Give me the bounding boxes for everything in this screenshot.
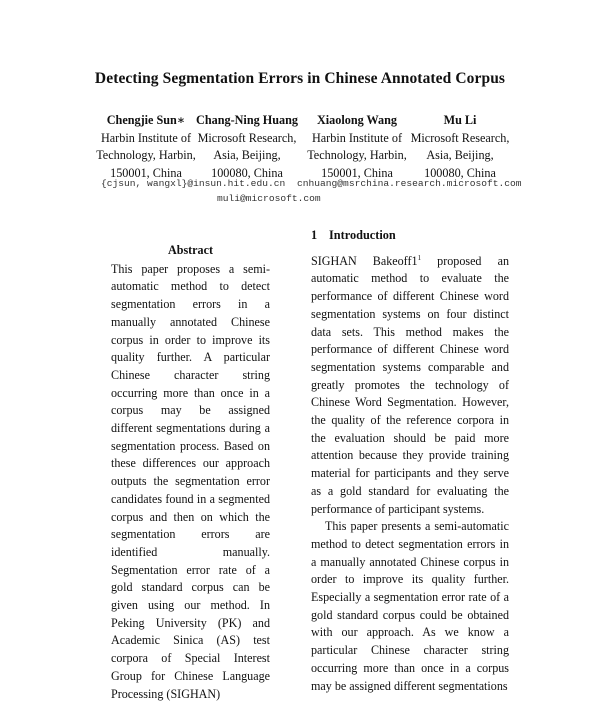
author-affiliation-line: 150001, China <box>110 165 182 180</box>
author-name: Chengjie Sun∗ <box>106 113 186 127</box>
author-name: Chang-Ning Huang <box>196 113 298 127</box>
intro-paragraph-1: SIGHAN $Bakeoff1^1$ proposed an automatic method to evaluate the performance of different Chinese word segmentation systems on four distinct data sets. This method makes the performance of different Chinese word segmentation systems comparable and greatly promotes the technology of Chinese Word Segmentation. However, the quality of the reference corpora in the evaluation should be paid more attention because they provide training material for participants and they serve as a gold standard for evaluating the performance of participant systems. <box>311 253 509 516</box>
intro-paragraph-2: This paper presents a semi-automatic method to detect segmentation errors in a manually annotated Chinese corpus in order to improve its quality further. Especially a segmentation error rate of a gold standard corpus could be obtained with our approach. As we know a particular Chinese character string occurring more than once in a corpus may be assigned different segmentations <box>311 519 509 693</box>
author-affiliation-line: Harbin Institute of <box>100 130 192 145</box>
author-affiliation-line: Technology, Harbin, <box>307 148 407 163</box>
author-affiliation-line: 150001, China <box>321 165 393 180</box>
author-affiliation-line: 100080, China <box>211 165 283 180</box>
footnote-marker[interactable]: 1 <box>417 253 422 262</box>
author-affiliation-line: Asia, Beijing, <box>426 148 494 163</box>
abstract-column <box>111 242 270 703</box>
author-affiliation-line: Technology, Harbin, <box>96 148 196 163</box>
author-block-4 <box>404 112 516 182</box>
author-block-2 <box>192 112 302 182</box>
abstract-text: This paper proposes a semi-automatic method to detect segmentation errors in a manually annotated Chinese corpus in order to improve its quality further. A particular Chinese character string occurring more than once in a corpus may be assigned different segmentations during a segmentation process. Based on these differences our approach outputs the segmentation error candidates found in a segmented corpus and then on which the segmentation errors are identified manually. Segmentation error rate of a gold standard corpus can be given using our method. In Peking University (PK) and Academic Sinica (AS) test corpora of Special Interest Group for Chinese Language Processing (SIGHAN) <box>111 261 270 701</box>
author-affiliation-line: Microsoft Research, <box>197 130 297 145</box>
author-name: Mu Li <box>443 113 477 127</box>
email-muli[interactable]: muli@microsoft.com <box>217 193 321 204</box>
author-affiliation-line: 100080, China <box>424 165 496 180</box>
section-title: Introduction <box>329 228 396 242</box>
author-affiliation-line: Asia, Beijing, <box>213 148 281 163</box>
author-affiliation-line: Microsoft Research, <box>410 130 510 145</box>
introduction-column <box>311 227 509 695</box>
author-block-3 <box>298 112 416 182</box>
paper-title: Detecting Segmentation Errors in Chinese Annotated Corpus <box>94 70 506 87</box>
email-hit[interactable]: {cjsun, wangxl}@insun.hit.edu.cn <box>101 178 286 189</box>
author-affiliation-line: Harbin Institute of <box>311 130 403 145</box>
email-msr[interactable]: cnhuang@msrchina.research.microsoft.com <box>297 178 522 189</box>
abstract-heading: Abstract <box>167 243 213 257</box>
section-heading-introduction <box>311 227 509 245</box>
author-name: Xiaolong Wang <box>316 113 398 127</box>
section-number: 1 <box>311 228 318 242</box>
author-block-1 <box>86 112 206 182</box>
